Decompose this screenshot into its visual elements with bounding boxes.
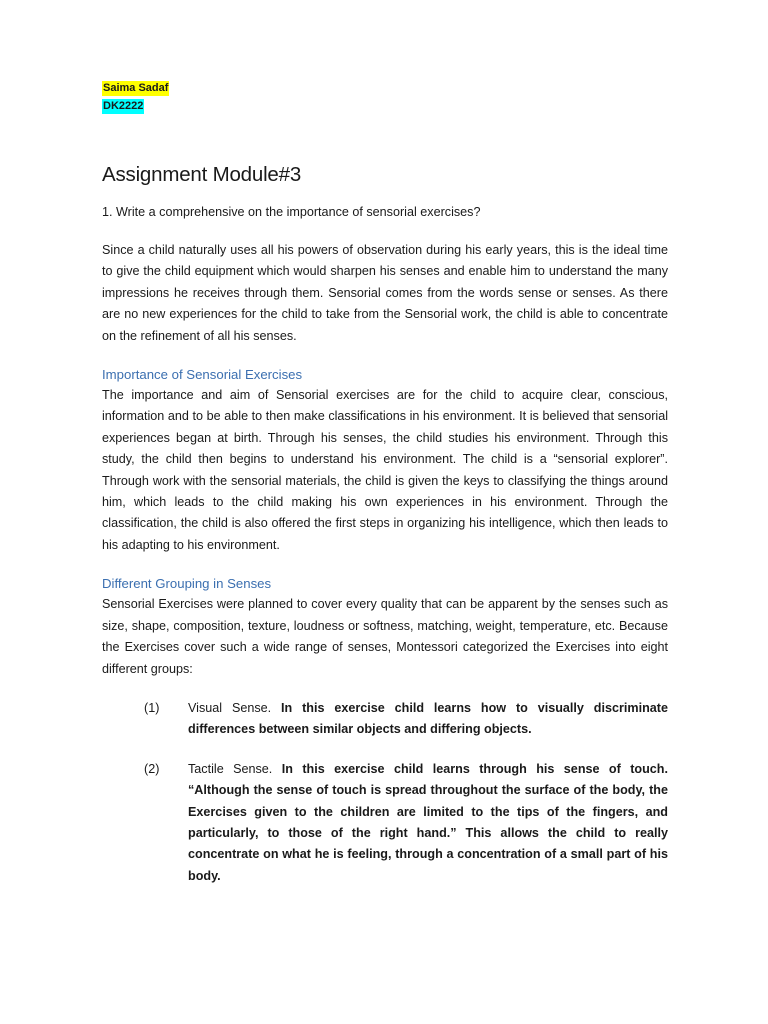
author-block [102, 78, 668, 114]
list-item-number: (1) [144, 700, 160, 715]
list-item-label: Visual Sense. [188, 700, 272, 715]
author-name: Saima Sadaf [103, 82, 169, 94]
list-item-number: (2) [144, 761, 160, 776]
document-page [102, 78, 668, 905]
list-item-body [188, 698, 668, 741]
sense-groups-list [102, 698, 668, 887]
list-item-body [188, 759, 668, 887]
intro-paragraph: Since a child naturally uses all his powers of observation during his early years, this is the ideal time to give the child equipment which would sharpen his senses and enable him to understand the many impressions he receives through them. Sensorial comes from the words sense or senses. As there are no new experiences for the child to take from the Sensorial work, the child is able to concentrate on the refinement of all his senses. [102, 243, 668, 343]
list-item-label: Tactile Sense. [188, 761, 273, 776]
section-paragraph-grouping: Sensorial Exercises were planned to cover every quality that can be apparent by the senses such as size, shape, composition, texture, loudness or softness, matching, weight, temperature, etc. Because the Exercises cover such a wide range of senses, Montessori categorized the Exercises into eight different groups: [102, 597, 668, 676]
question-text: 1. Write a comprehensive on the importance of sensorial exercises? [102, 205, 481, 219]
section-paragraph-importance: The importance and aim of Sensorial exercises are for the child to acquire clear, conscious, information and to be able to then make classifications in his environment. It is believed that sensorial experiences began at birth. Through his senses, the child studies his environment. Through this study, the child then begins to understand his environment. The child is a “sensorial explorer”. Through work with the sensorial materials, the child is given the keys to classifying the things around him, which leads to the child making his own experiences in his environment. Through the classification, the child is also offered the first steps in organizing his intelligence, which then leads to his adapting to his environment. [102, 388, 668, 552]
author-id: DK2222 [103, 100, 144, 112]
list-item [102, 759, 668, 887]
list-item-text: In this exercise child learns through his sense of touch. “Although the sense of touch is spread throughout the surface of the body, the Exercises given to the children are limited to the tips of the fingers, and particularly, to those of the right hand.” This allows the child to really concentrate on what he is feeling, through a concentration of a small part of his body. [188, 761, 668, 883]
document-title: Assignment Module#3 [102, 163, 302, 186]
section-heading-grouping: Different Grouping in Senses [102, 576, 272, 592]
list-item-text: In this exercise child learns how to visually discriminate differences between similar objects and differing objects. [188, 700, 668, 737]
list-item [102, 698, 668, 741]
section-heading-importance: Importance of Sensorial Exercises [102, 367, 303, 383]
